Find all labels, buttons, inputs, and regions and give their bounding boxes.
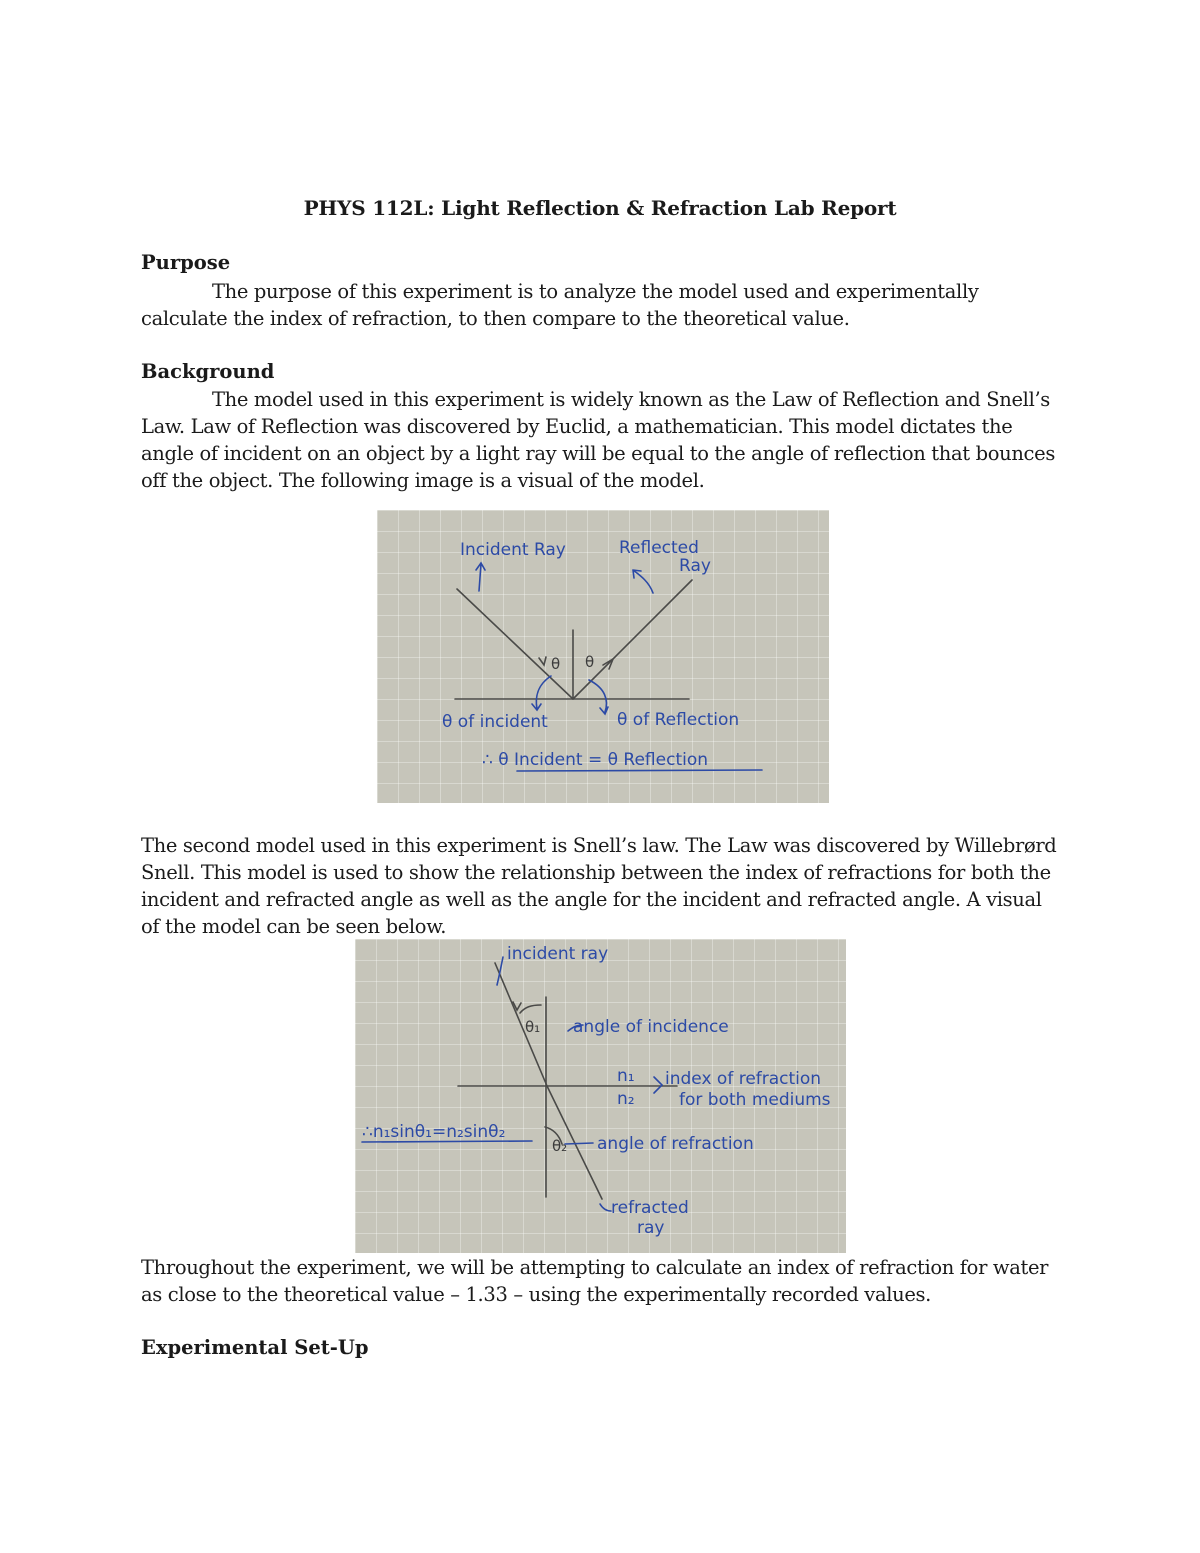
angle-incidence-label: angle of incidence bbox=[573, 1017, 729, 1037]
refracted-label-2: ray bbox=[637, 1218, 665, 1238]
index-bracket-icon bbox=[654, 1077, 662, 1093]
reflection-conclusion: ∴ θ Incident = θ Reflection bbox=[482, 750, 709, 770]
index-refraction-label-2: for both mediums bbox=[679, 1090, 831, 1110]
reflection-angle-arc bbox=[589, 680, 608, 714]
purpose-paragraph: The purpose of this experiment is to analyze the model used and experimentally calculate the index of refraction, to then compare to the theoretical value. bbox=[141, 280, 979, 330]
setup-heading: Experimental Set-Up bbox=[141, 1336, 369, 1359]
reflected-label-line2: Ray bbox=[679, 556, 711, 576]
background-paragraph-1: The model used in this experiment is widely known as the Law of Reflection and Snell’s Law. Law of Reflection was discovered by Euclid, a mathematician. This model dictates the angle of incident on an object by a light ray will be equal to the angle of reflection that bounces off the object. The following image is a visual of the model. bbox=[141, 388, 1055, 492]
purpose-heading: Purpose bbox=[141, 251, 231, 274]
snells-law-diagram bbox=[355, 939, 846, 1253]
snell-incident-label: incident ray bbox=[507, 944, 609, 964]
theta1-label: θ₁ bbox=[525, 1018, 541, 1036]
theta-right-label: θ bbox=[585, 653, 595, 671]
theta-reflection-label: θ of Reflection bbox=[617, 710, 740, 730]
index-refraction-label-1: index of refraction bbox=[665, 1069, 822, 1089]
refracted-label-1: refracted bbox=[611, 1198, 689, 1218]
n1-label: n₁ bbox=[617, 1066, 635, 1086]
background-heading: Background bbox=[141, 360, 275, 383]
incident-ray-label: Incident Ray bbox=[460, 540, 566, 560]
background-paragraph-3: Throughout the experiment, we will be attempting to calculate an index of refraction for water as close to the theoretical value – 1.33 – using the experimentally recorded values. bbox=[141, 1256, 1049, 1306]
reflected-label-line1: Reflected bbox=[619, 538, 699, 558]
incident-angle-arc bbox=[532, 676, 551, 710]
background-paragraph-2: The second model used in this experiment is Snell’s law. The Law was discovered by Willebrørd Snell. This model is used to show the relationship between the index of refractions for both the incident and refracted angle as well as the angle for the incident and refracted angle. A visual of the model can be seen below. bbox=[141, 834, 1057, 938]
conclusion-underline bbox=[517, 770, 762, 771]
n2-label: n₂ bbox=[617, 1089, 635, 1109]
theta-incident-label: θ of incident bbox=[442, 712, 548, 732]
theta2-label: θ₂ bbox=[552, 1137, 568, 1155]
page-title: PHYS 112L: Light Reflection & Refraction Lab Report bbox=[303, 196, 897, 220]
incident-arrow-icon bbox=[476, 563, 485, 591]
angle-refraction-label: angle of refraction bbox=[597, 1134, 754, 1154]
snell-equation: ∴n₁sinθ₁=n₂sinθ₂ bbox=[362, 1122, 506, 1142]
reflected-arrow-icon bbox=[633, 570, 653, 593]
reflection-diagram bbox=[377, 510, 829, 803]
incident-ray-line bbox=[457, 589, 573, 699]
theta-left-label: θ bbox=[551, 655, 561, 673]
